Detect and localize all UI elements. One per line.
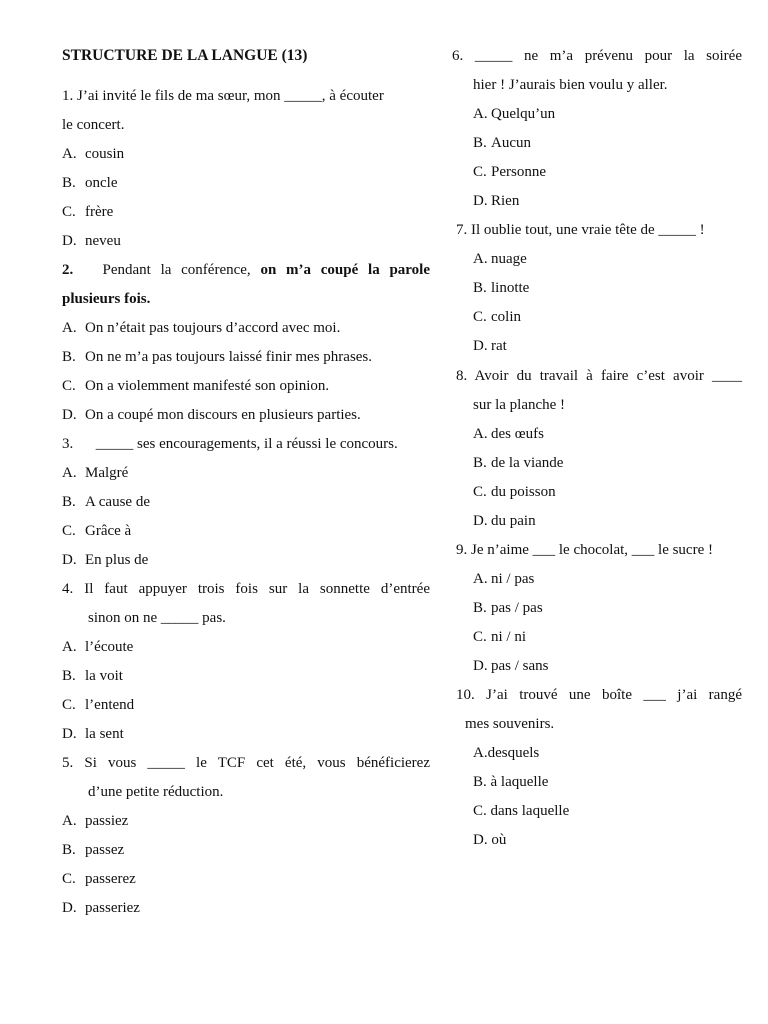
option-2c: C. On a violemment manifesté son opinion.	[62, 378, 330, 394]
option-4c: C. l’entend	[62, 697, 135, 713]
option-10c: C. dans laquelle	[473, 803, 570, 819]
option-10a: A.desquels	[473, 745, 540, 761]
question-6-text: 6. _____ ne m’a prévenu pour la soirée	[452, 48, 742, 64]
option-1a: A. cousin	[62, 146, 125, 162]
question-7-text: 7. Il oublie tout, une vraie tête de _____ !	[456, 222, 705, 238]
question-6-text-cont: hier ! J’aurais bien voulu y aller.	[473, 77, 668, 93]
question-5-text-cont: d’une petite réduction.	[88, 784, 224, 800]
option-8d: D. du pain	[473, 513, 536, 529]
option-2d: D. On a coupé mon discours en plusieurs parties.	[62, 407, 361, 423]
option-3b: B. A cause de	[62, 494, 150, 510]
option-6c: C. Personne	[473, 164, 546, 180]
question-10-text: 10. J’ai trouvé une boîte ___ j’ai rangé	[456, 687, 742, 703]
page-title: STRUCTURE DE LA LANGUE (13)	[62, 47, 308, 64]
option-9b: B. pas / pas	[473, 600, 543, 616]
option-5d: D. passeriez	[62, 900, 140, 916]
option-10b: B. à laquelle	[473, 774, 549, 790]
option-4b: B. la voit	[62, 668, 123, 684]
question-4-text: 4. Il faut appuyer trois fois sur la sonnette d’entrée	[62, 581, 430, 597]
option-3d: D. En plus de	[62, 552, 149, 568]
option-7b: B. linotte	[473, 280, 530, 296]
option-6b: B. Aucun	[473, 135, 531, 151]
option-7a: A. nuage	[473, 251, 527, 267]
question-10-text-cont: mes souvenirs.	[465, 716, 555, 732]
option-4a: A. l’écoute	[62, 639, 134, 655]
question-1-text-cont: le concert.	[62, 117, 125, 133]
option-6d: D. Rien	[473, 193, 520, 209]
option-1d: D. neveu	[62, 233, 121, 249]
option-5c: C. passerez	[62, 871, 136, 887]
question-8-text-cont: sur la planche !	[473, 397, 566, 413]
question-4-text-cont: sinon on ne _____ pas.	[88, 610, 226, 626]
question-8-text: 8. Avoir du travail à faire c’est avoir ____	[456, 368, 742, 384]
question-1-text: 1. J’ai invité le fils de ma sœur, mon _____, à écouter	[62, 88, 384, 104]
option-8b: B. de la viande	[473, 455, 564, 471]
question-9-text: 9. Je n’aime ___ le chocolat, ___ le sucre !	[456, 542, 713, 558]
option-5a: A. passiez	[62, 813, 129, 829]
option-1c: C. frère	[62, 204, 114, 220]
option-8a: A. des œufs	[473, 426, 544, 442]
option-7d: D. rat	[473, 338, 507, 354]
question-5-text: 5. Si vous _____ le TCF cet été, vous bénéficierez	[62, 755, 430, 771]
option-6a: A. Quelqu’un	[473, 106, 556, 122]
option-3a: A. Malgré	[62, 465, 129, 481]
option-5b: B. passez	[62, 842, 125, 858]
option-1b: B. oncle	[62, 175, 118, 191]
option-4d: D. la sent	[62, 726, 124, 742]
option-9d: D. pas / sans	[473, 658, 549, 674]
option-9c: C. ni / ni	[473, 629, 527, 645]
question-2-text: 2. Pendant la conférence, on m’a coupé la parole	[62, 262, 430, 278]
question-2-text-cont: plusieurs fois.	[62, 291, 151, 307]
option-2b: B. On ne m’a pas toujours laissé finir mes phrases.	[62, 349, 373, 365]
option-3c: C. Grâce à	[62, 523, 132, 539]
option-10d: D. où	[473, 832, 507, 848]
question-3-text: 3. _____ ses encouragements, il a réussi le concours.	[62, 436, 398, 452]
option-7c: C. colin	[473, 309, 521, 325]
option-8c: C. du poisson	[473, 484, 556, 500]
option-2a: A. On n’était pas toujours d’accord avec moi.	[62, 320, 341, 336]
option-9a: A. ni / pas	[473, 571, 535, 587]
